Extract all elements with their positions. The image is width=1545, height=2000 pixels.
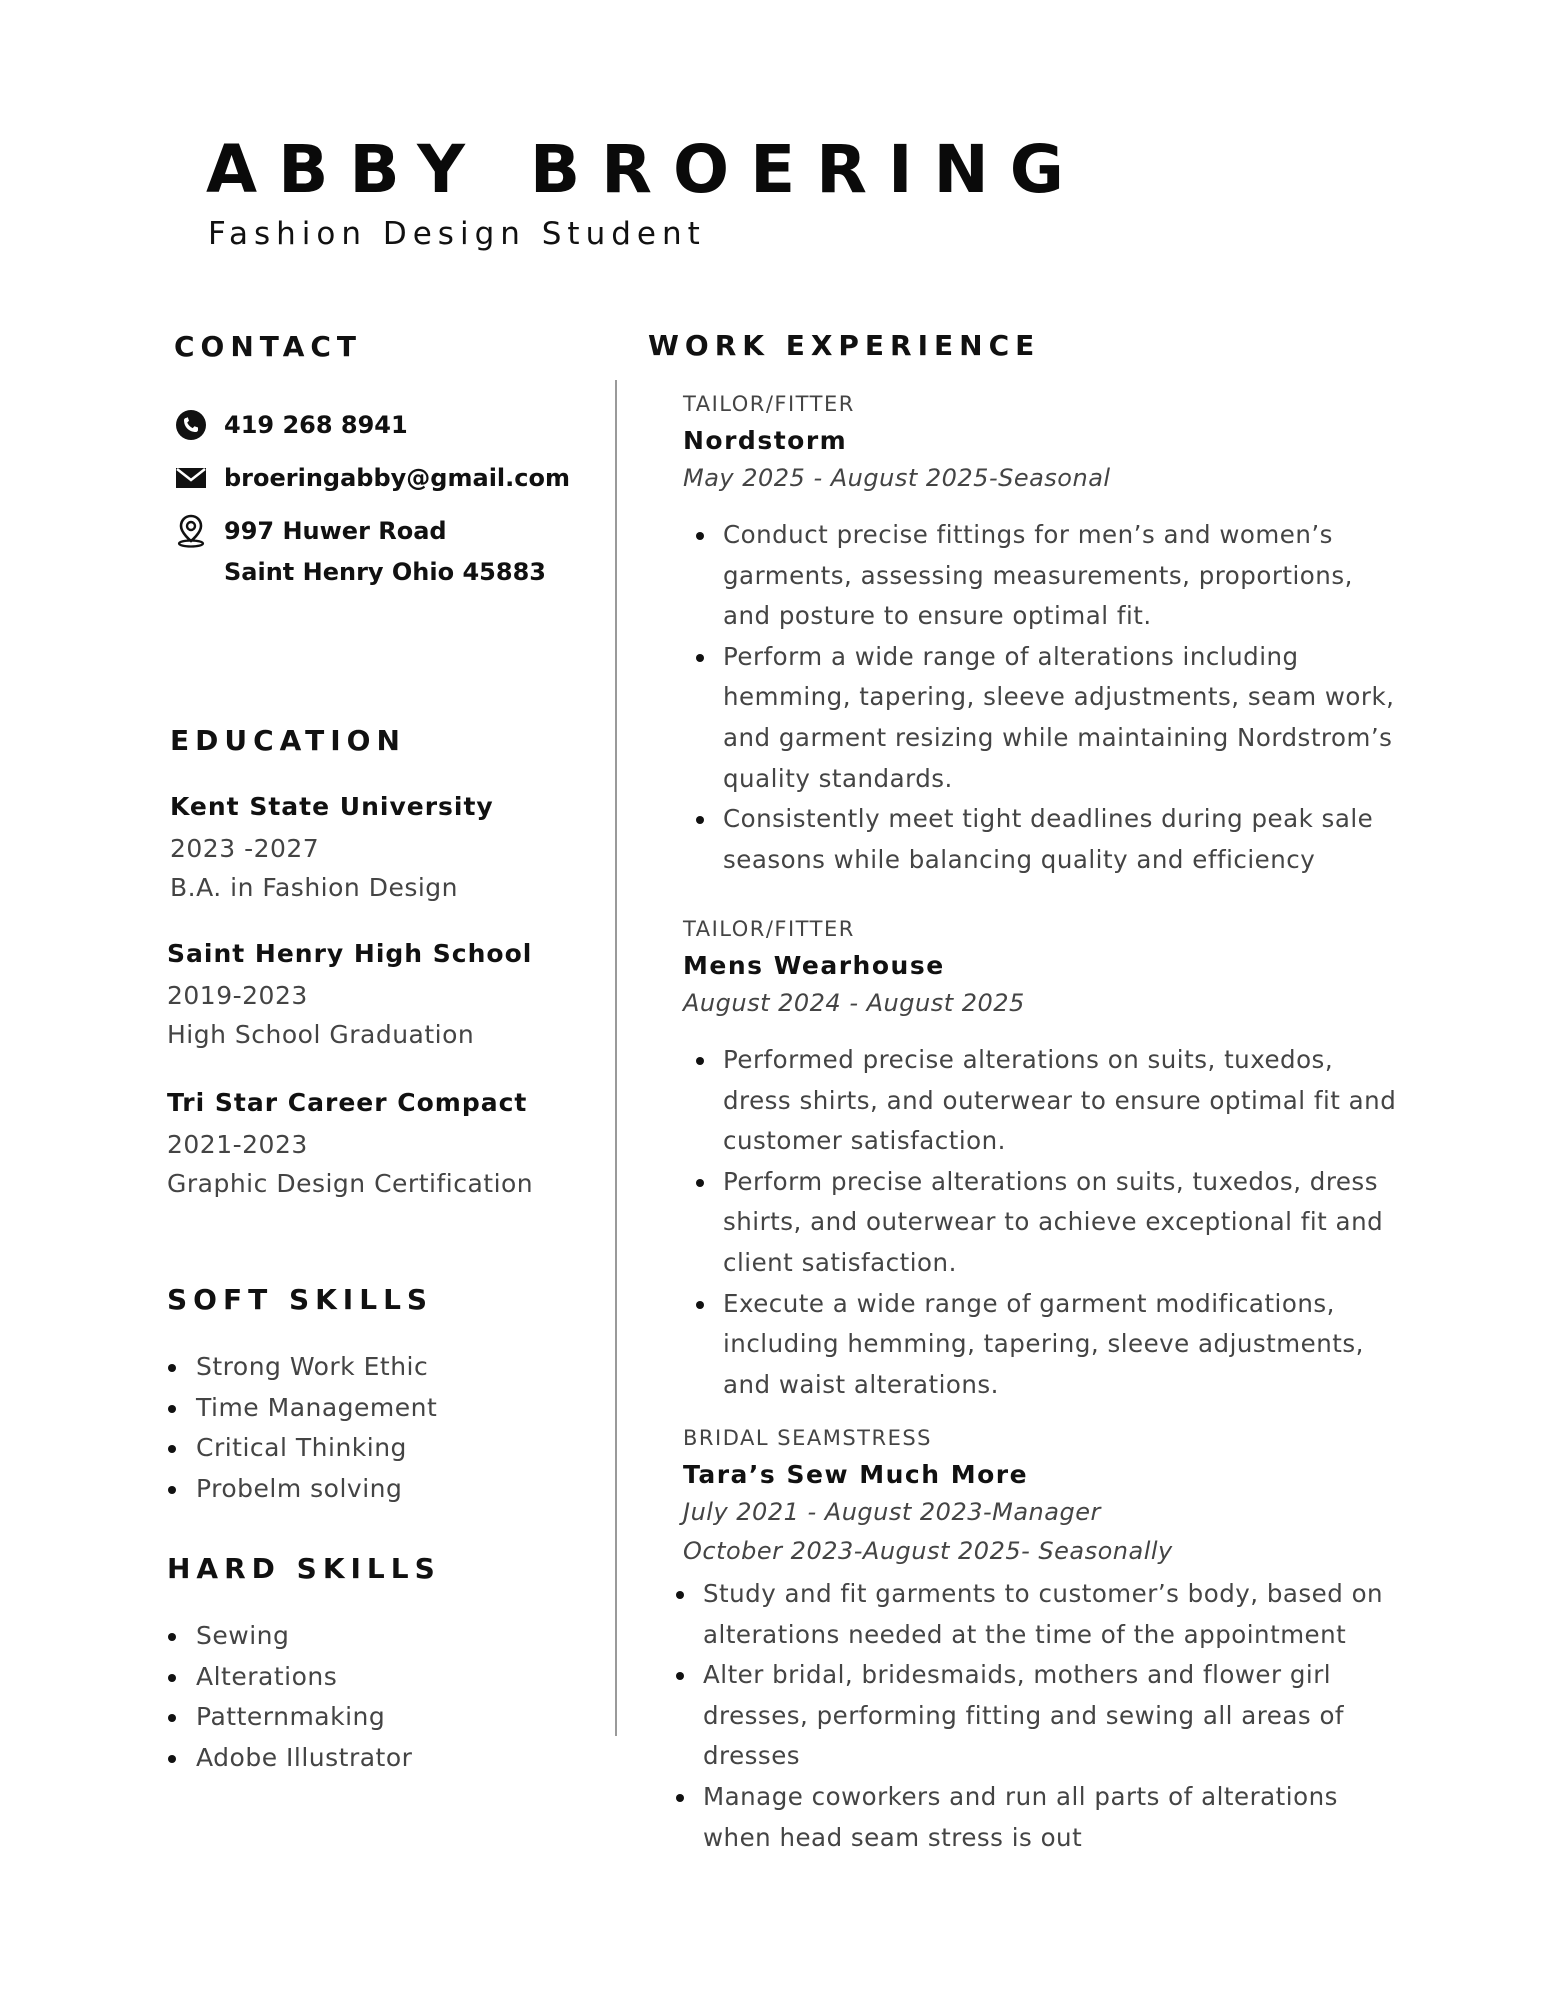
- phone-icon: [174, 408, 208, 442]
- hard-skill-item: Alterations: [166, 1657, 412, 1698]
- job-bullets: [683, 1040, 1403, 1405]
- resume-name: ABBY BROERING: [206, 131, 1085, 208]
- mail-icon: [174, 461, 208, 495]
- education-school: Kent State University: [170, 792, 494, 821]
- job-bullets: [683, 515, 1403, 880]
- education-detail: High School Graduation: [167, 1020, 475, 1049]
- contact-phone-row: [174, 408, 408, 442]
- work-experience-heading: WORK EXPERIENCE: [648, 329, 1041, 362]
- hard-skill-item: Patternmaking: [166, 1697, 412, 1738]
- hard-skills-list: [166, 1616, 412, 1778]
- job-bullet: Conduct precise fittings for men’s and women’s garments, assessing measurements, proportions, and posture to ensure optimal fit.: [683, 515, 1403, 637]
- education-school: Saint Henry High School: [167, 939, 533, 968]
- job-company: Nordstorm: [683, 426, 848, 455]
- education-heading: EDUCATION: [170, 724, 406, 757]
- contact-heading: CONTACT: [174, 330, 363, 363]
- contact-address-row: [174, 514, 447, 548]
- job-dates: July 2021 - August 2023-Manager: [683, 1498, 1101, 1526]
- soft-skill-item: Strong Work Ethic: [166, 1347, 437, 1388]
- job-role: TAILOR/FITTER: [683, 392, 855, 416]
- job-dates: October 2023-August 2025- Seasonally: [683, 1537, 1173, 1565]
- job-role: BRIDAL SEAMSTRESS: [683, 1426, 932, 1450]
- job-company: Mens Wearhouse: [683, 951, 945, 980]
- job-entry: [683, 914, 1403, 1021]
- education-detail: Graphic Design Certification: [167, 1169, 534, 1198]
- job-bullet: Performed precise alterations on suits, tuxedos, dress shirts, and outerwear to ensure optimal fit and customer satisfaction.: [683, 1040, 1403, 1162]
- job-bullet: Study and fit garments to customer’s body, based on alterations needed at the time of the appointment: [663, 1574, 1403, 1655]
- hard-skills-heading: HARD SKILLS: [167, 1552, 441, 1585]
- education-years: 2023 -2027: [170, 834, 320, 863]
- education-entry: [167, 936, 532, 1053]
- hard-skill-item: Adobe Illustrator: [166, 1738, 412, 1779]
- location-icon: [174, 514, 208, 548]
- soft-skill-item: Probelm solving: [166, 1469, 437, 1510]
- job-bullet: Perform a wide range of alterations including hemming, tapering, sleeve adjustments, seam work, and garment resizing while maintaining Nordstrom’s quality standards.: [683, 637, 1403, 799]
- soft-skills-list: [166, 1347, 437, 1509]
- contact-address-line1: 997 Huwer Road: [224, 517, 447, 545]
- hard-skill-item: Sewing: [166, 1616, 412, 1657]
- job-bullets: [663, 1574, 1403, 1858]
- contact-address-line2: Saint Henry Ohio 45883: [224, 558, 546, 586]
- job-dates: May 2025 - August 2025-Seasonal: [683, 464, 1111, 492]
- job-entry: [683, 1423, 1403, 1569]
- job-entry: [683, 389, 1403, 496]
- job-role: TAILOR/FITTER: [683, 917, 855, 941]
- contact-email: broeringabby@gmail.com: [224, 464, 570, 492]
- education-school: Tri Star Career Compact: [167, 1088, 528, 1117]
- contact-phone: 419 268 8941: [224, 411, 408, 439]
- education-years: 2019-2023: [167, 981, 308, 1010]
- job-bullet: Alter bridal, bridesmaids, mothers and flower girl dresses, performing fitting and sewing all areas of dresses: [663, 1655, 1403, 1777]
- soft-skills-heading: SOFT SKILLS: [167, 1283, 434, 1316]
- education-years: 2021-2023: [167, 1130, 308, 1159]
- job-bullet: Perform precise alterations on suits, tuxedos, dress shirts, and outerwear to achieve exceptional fit and client satisfaction.: [683, 1162, 1403, 1284]
- education-entry: [167, 1085, 533, 1202]
- education-detail: B.A. in Fashion Design: [170, 873, 459, 902]
- job-bullet: Manage coworkers and run all parts of alterations when head seam stress is out: [663, 1777, 1403, 1858]
- contact-email-row: [174, 461, 570, 495]
- job-dates: August 2024 - August 2025: [683, 989, 1025, 1017]
- job-bullet: Execute a wide range of garment modifications, including hemming, tapering, sleeve adjustments, and waist alterations.: [683, 1284, 1403, 1406]
- soft-skill-item: Time Management: [166, 1388, 437, 1429]
- education-entry: [170, 789, 494, 906]
- job-company: Tara’s Sew Much More: [683, 1460, 1029, 1489]
- job-bullet: Consistently meet tight deadlines during peak sale seasons while balancing quality and efficiency: [683, 799, 1403, 880]
- column-divider: [615, 380, 617, 1736]
- soft-skill-item: Critical Thinking: [166, 1428, 437, 1469]
- resume-subtitle: Fashion Design Student: [208, 216, 706, 252]
